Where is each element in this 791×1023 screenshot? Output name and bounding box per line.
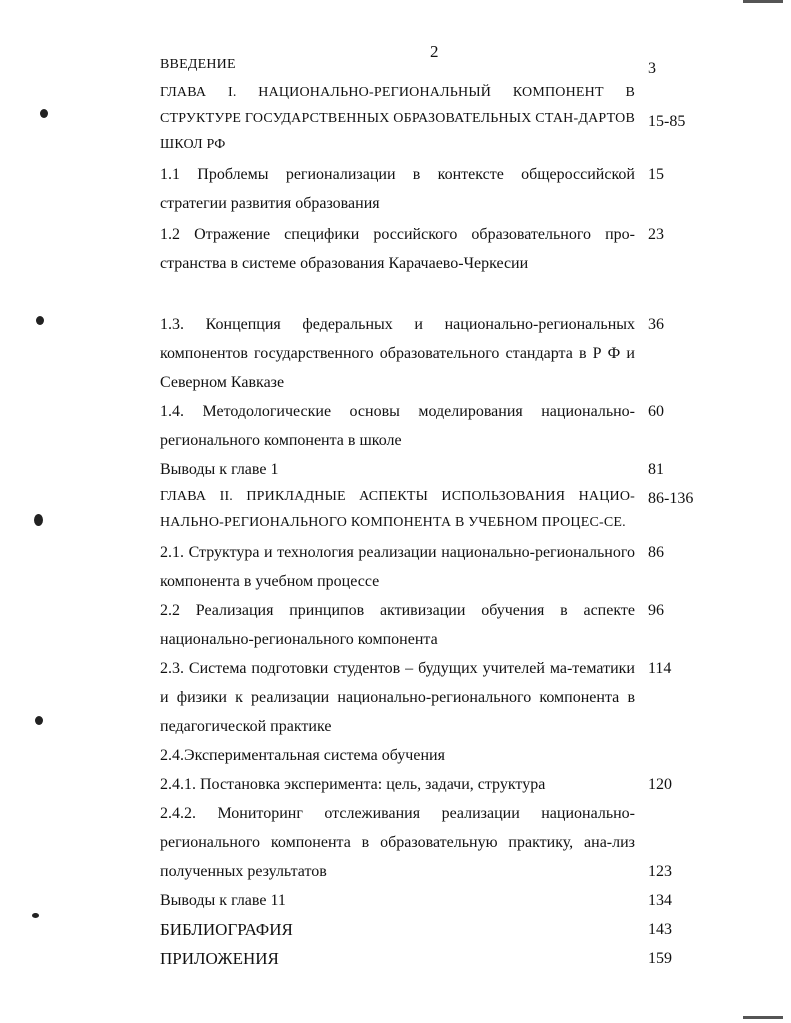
toc-entry-page: 114: [648, 660, 672, 677]
toc-entry: [160, 596, 705, 654]
toc-entry-title: ПРИЛОЖЕНИЯ: [160, 949, 279, 968]
toc-entry: [160, 80, 705, 158]
toc-entry-title: БИБЛИОГРАФИЯ: [160, 920, 293, 939]
toc-entry: [160, 915, 705, 944]
toc-entry-title: 2.2 Реализация принципов активизации обучения в аспекте национально-регионального компонента: [160, 602, 635, 648]
toc-entry-page: 123: [648, 863, 672, 880]
toc-entry-title: 2.1. Структура и технология реализации национально-регионального компонента в учебном процессе: [160, 544, 635, 590]
punch-hole-mark: [36, 316, 44, 325]
toc-entry: [160, 799, 705, 886]
table-of-contents: [160, 52, 705, 973]
toc-entry: [160, 397, 705, 455]
toc-entry: [160, 770, 705, 799]
toc-entry: [160, 944, 705, 973]
punch-hole-mark: [35, 716, 43, 725]
toc-entry-page: 15: [648, 166, 664, 183]
toc-entry: [160, 886, 705, 915]
toc-entry-title: Выводы к главе 11: [160, 892, 286, 909]
toc-entry-title: ГЛАВА II. ПРИКЛАДНЫЕ АСПЕКТЫ ИСПОЛЬЗОВАНИЯ НАЦИО-НАЛЬНО-РЕГИОНАЛЬНОГО КОМПОНЕНТА В УЧЕБНОМ ПРОЦЕС-СЕ.: [160, 489, 635, 530]
scan-edge-mark: [743, 0, 783, 3]
toc-entry-page: 86: [648, 544, 664, 561]
toc-entry-page: 143: [648, 921, 672, 938]
toc-entry: [160, 310, 705, 397]
toc-entry: [160, 538, 705, 596]
toc-entry-page: 15-85: [648, 113, 686, 130]
toc-entry: [160, 741, 705, 770]
punch-hole-mark: [40, 109, 48, 118]
toc-entry-title: 2.3. Система подготовки студентов – будущих учителей ма-тематики и физики к реализации национально-регионального компонента в педагогической практике: [160, 660, 635, 735]
scan-edge-mark: [743, 1016, 783, 1019]
toc-entry: [160, 160, 705, 218]
toc-entry-title: 2.4.1. Постановка эксперимента: цель, задачи, структура: [160, 776, 546, 793]
toc-entry-page: 23: [648, 226, 664, 243]
toc-entry: [160, 484, 705, 536]
toc-entry-page: 120: [648, 776, 672, 793]
toc-entry: [160, 455, 705, 484]
toc-entry: [160, 654, 705, 741]
toc-entry-title: 1.4. Методологические основы моделирования национально-регионального компонента в школе: [160, 403, 635, 449]
toc-entry-title: 1.3. Концепция федеральных и национально-региональных компонентов государственного образовательного стандарта в Р Ф и Северном Кавказе: [160, 316, 635, 391]
toc-entry-page: 3: [648, 60, 656, 77]
punch-hole-mark: [32, 913, 39, 918]
toc-entry-title: 1.1 Проблемы регионализации в контексте общероссийской стратегии развития образования: [160, 166, 635, 212]
punch-hole-mark: [34, 514, 43, 526]
toc-entry-page: 96: [648, 602, 664, 619]
toc-entry-page: 86-136: [648, 490, 694, 507]
toc-entry: [160, 52, 705, 78]
toc-entry-page: 134: [648, 892, 672, 909]
toc-entry-title: ВВЕДЕНИЕ: [160, 57, 236, 72]
toc-entry-title: Выводы к главе 1: [160, 461, 279, 478]
toc-entry-title: 1.2 Отражение специфики российского образовательного про-странства в системе образования Карачаево-Черкесии: [160, 226, 635, 272]
toc-entry-title: 2.4.Экспериментальная система обучения: [160, 747, 445, 764]
toc-entry-page: 159: [648, 950, 672, 967]
toc-entry-page: 36: [648, 316, 664, 333]
toc-entry-page: 60: [648, 403, 664, 420]
page-number: 2: [430, 42, 439, 61]
toc-entry-title: 2.4.2. Мониторинг отслеживания реализации национально-регионального компонента в образовательную практику, ана-лиз полученных результатов: [160, 805, 635, 880]
toc-entry-page: 81: [648, 461, 664, 478]
toc-entry: [160, 220, 705, 278]
toc-entry-title: ГЛАВА I. НАЦИОНАЛЬНО-РЕГИОНАЛЬНЫЙ КОМПОНЕНТ В СТРУКТУРЕ ГОСУДАРСТВЕННЫХ ОБРАЗОВАТЕЛЬНЫХ СТАН-ДАРТОВ ШКОЛ РФ: [160, 85, 635, 152]
